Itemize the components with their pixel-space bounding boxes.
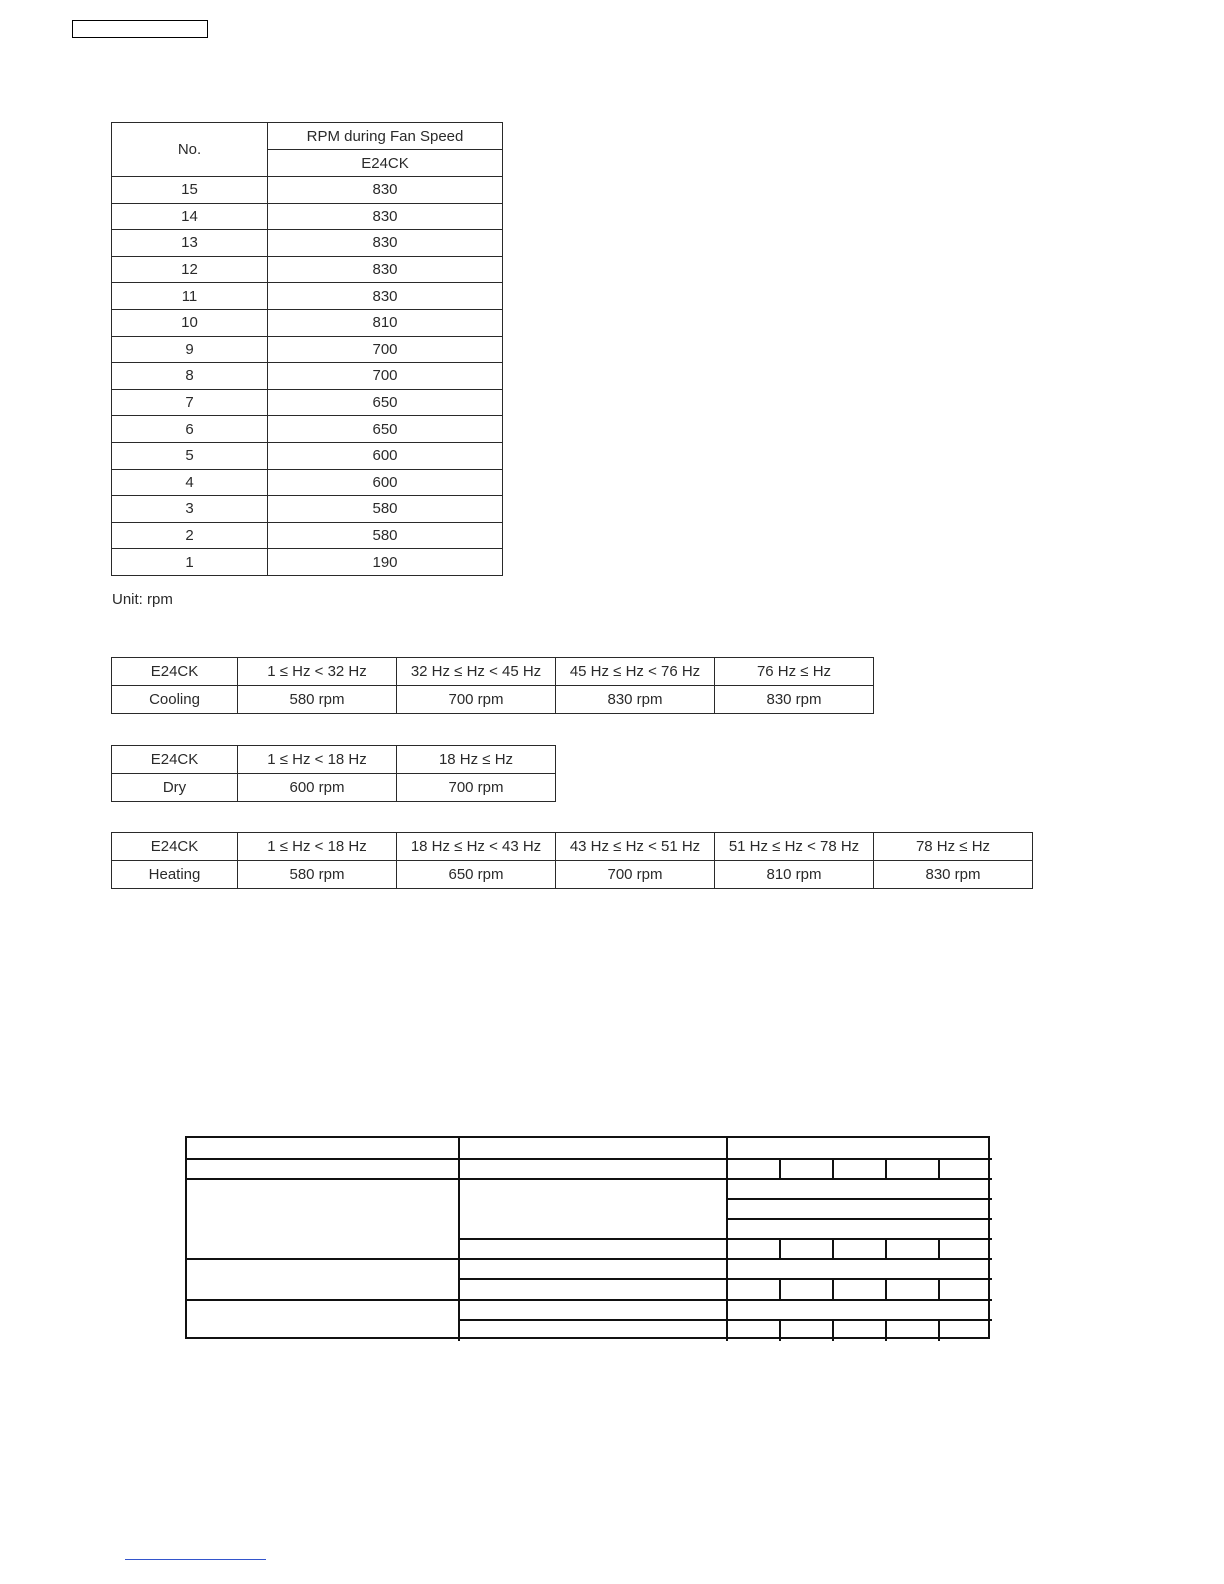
fan-speed-rpm-value: 580 — [268, 522, 503, 549]
fan-speed-rpm-value: 700 — [268, 363, 503, 390]
fan-speed-rpm-value: 600 — [268, 469, 503, 496]
rpm-value-cell: 700 rpm — [397, 686, 556, 714]
fan-speed-number: 1 — [112, 549, 268, 576]
blank-grid-lines — [187, 1138, 992, 1341]
fan-speed-number: 7 — [112, 389, 268, 416]
page-header-box — [72, 20, 208, 38]
hz-range-cell: 51 Hz ≤ Hz < 78 Hz — [715, 833, 874, 861]
rpm-value-cell: 830 rpm — [556, 686, 715, 714]
rpm-table-row — [112, 256, 503, 283]
header-model: E24CK — [268, 150, 503, 177]
fan-speed-number: 12 — [112, 256, 268, 283]
header-rpm-group: RPM during Fan Speed — [268, 123, 503, 150]
cooling-rpm-table — [111, 657, 874, 714]
rpm-value-cell: 700 rpm — [556, 861, 715, 889]
hz-range-cell: 45 Hz ≤ Hz < 76 Hz — [556, 658, 715, 686]
fan-speed-number: 3 — [112, 496, 268, 523]
blank-grid-table — [185, 1136, 990, 1339]
rpm-table-row — [112, 283, 503, 310]
rpm-table-row — [112, 442, 503, 469]
fan-speed-rpm-value: 600 — [268, 442, 503, 469]
fan-speed-rpm-value: 580 — [268, 496, 503, 523]
rpm-table-row — [112, 416, 503, 443]
model-label: E24CK — [112, 833, 238, 861]
fan-speed-number: 9 — [112, 336, 268, 363]
rpm-value-cell: 650 rpm — [397, 861, 556, 889]
fan-speed-number: 11 — [112, 283, 268, 310]
heating-value-row — [112, 861, 1033, 889]
hz-range-cell: 43 Hz ≤ Hz < 51 Hz — [556, 833, 715, 861]
hz-range-cell: 1 ≤ Hz < 32 Hz — [238, 658, 397, 686]
fan-speed-number: 2 — [112, 522, 268, 549]
fan-speed-rpm-value: 830 — [268, 177, 503, 204]
fan-speed-rpm-value: 830 — [268, 230, 503, 257]
fan-speed-rpm-value: 650 — [268, 389, 503, 416]
fan-speed-number: 14 — [112, 203, 268, 230]
rpm-table-row — [112, 177, 503, 204]
dry-value-row — [112, 774, 556, 802]
heating-rpm-table — [111, 832, 1033, 889]
rpm-value-cell: 830 rpm — [715, 686, 874, 714]
hz-range-cell: 1 ≤ Hz < 18 Hz — [238, 746, 397, 774]
rpm-table-row — [112, 549, 503, 576]
fan-speed-rpm-value: 650 — [268, 416, 503, 443]
rpm-value-cell: 810 rpm — [715, 861, 874, 889]
rpm-table-row — [112, 522, 503, 549]
model-label: E24CK — [112, 746, 238, 774]
footer-link-line — [125, 1559, 266, 1560]
rpm-table-header-row — [112, 123, 503, 150]
fan-speed-rpm-value: 190 — [268, 549, 503, 576]
fan-speed-number: 4 — [112, 469, 268, 496]
fan-speed-rpm-value: 830 — [268, 203, 503, 230]
rpm-table-row — [112, 203, 503, 230]
dry-header-row — [112, 746, 556, 774]
fan-speed-number: 15 — [112, 177, 268, 204]
rpm-table-row — [112, 363, 503, 390]
heating-header-row — [112, 833, 1033, 861]
rpm-table-row — [112, 336, 503, 363]
fan-speed-rpm-value: 810 — [268, 309, 503, 336]
fan-speed-rpm-table — [111, 122, 503, 576]
fan-speed-rpm-value: 700 — [268, 336, 503, 363]
fan-speed-number: 8 — [112, 363, 268, 390]
hz-range-cell: 1 ≤ Hz < 18 Hz — [238, 833, 397, 861]
rpm-value-cell: 830 rpm — [874, 861, 1033, 889]
model-label: E24CK — [112, 658, 238, 686]
hz-range-cell: 76 Hz ≤ Hz — [715, 658, 874, 686]
rpm-table-row — [112, 309, 503, 336]
hz-range-cell: 18 Hz ≤ Hz — [397, 746, 556, 774]
fan-speed-number: 5 — [112, 442, 268, 469]
rpm-table-row — [112, 469, 503, 496]
dry-rpm-table — [111, 745, 556, 802]
fan-speed-rpm-value: 830 — [268, 283, 503, 310]
hz-range-cell: 18 Hz ≤ Hz < 43 Hz — [397, 833, 556, 861]
mode-label: Dry — [112, 774, 238, 802]
fan-speed-rpm-value: 830 — [268, 256, 503, 283]
header-no: No. — [112, 123, 268, 177]
rpm-table-row — [112, 389, 503, 416]
rpm-table-row — [112, 496, 503, 523]
mode-label: Heating — [112, 861, 238, 889]
hz-range-cell: 78 Hz ≤ Hz — [874, 833, 1033, 861]
cooling-header-row — [112, 658, 874, 686]
rpm-value-cell: 600 rpm — [238, 774, 397, 802]
rpm-value-cell: 580 rpm — [238, 686, 397, 714]
fan-speed-number: 13 — [112, 230, 268, 257]
rpm-table-row — [112, 230, 503, 257]
mode-label: Cooling — [112, 686, 238, 714]
cooling-value-row — [112, 686, 874, 714]
rpm-value-cell: 700 rpm — [397, 774, 556, 802]
rpm-value-cell: 580 rpm — [238, 861, 397, 889]
unit-note: Unit: rpm — [112, 591, 173, 608]
fan-speed-number: 10 — [112, 309, 268, 336]
hz-range-cell: 32 Hz ≤ Hz < 45 Hz — [397, 658, 556, 686]
fan-speed-number: 6 — [112, 416, 268, 443]
